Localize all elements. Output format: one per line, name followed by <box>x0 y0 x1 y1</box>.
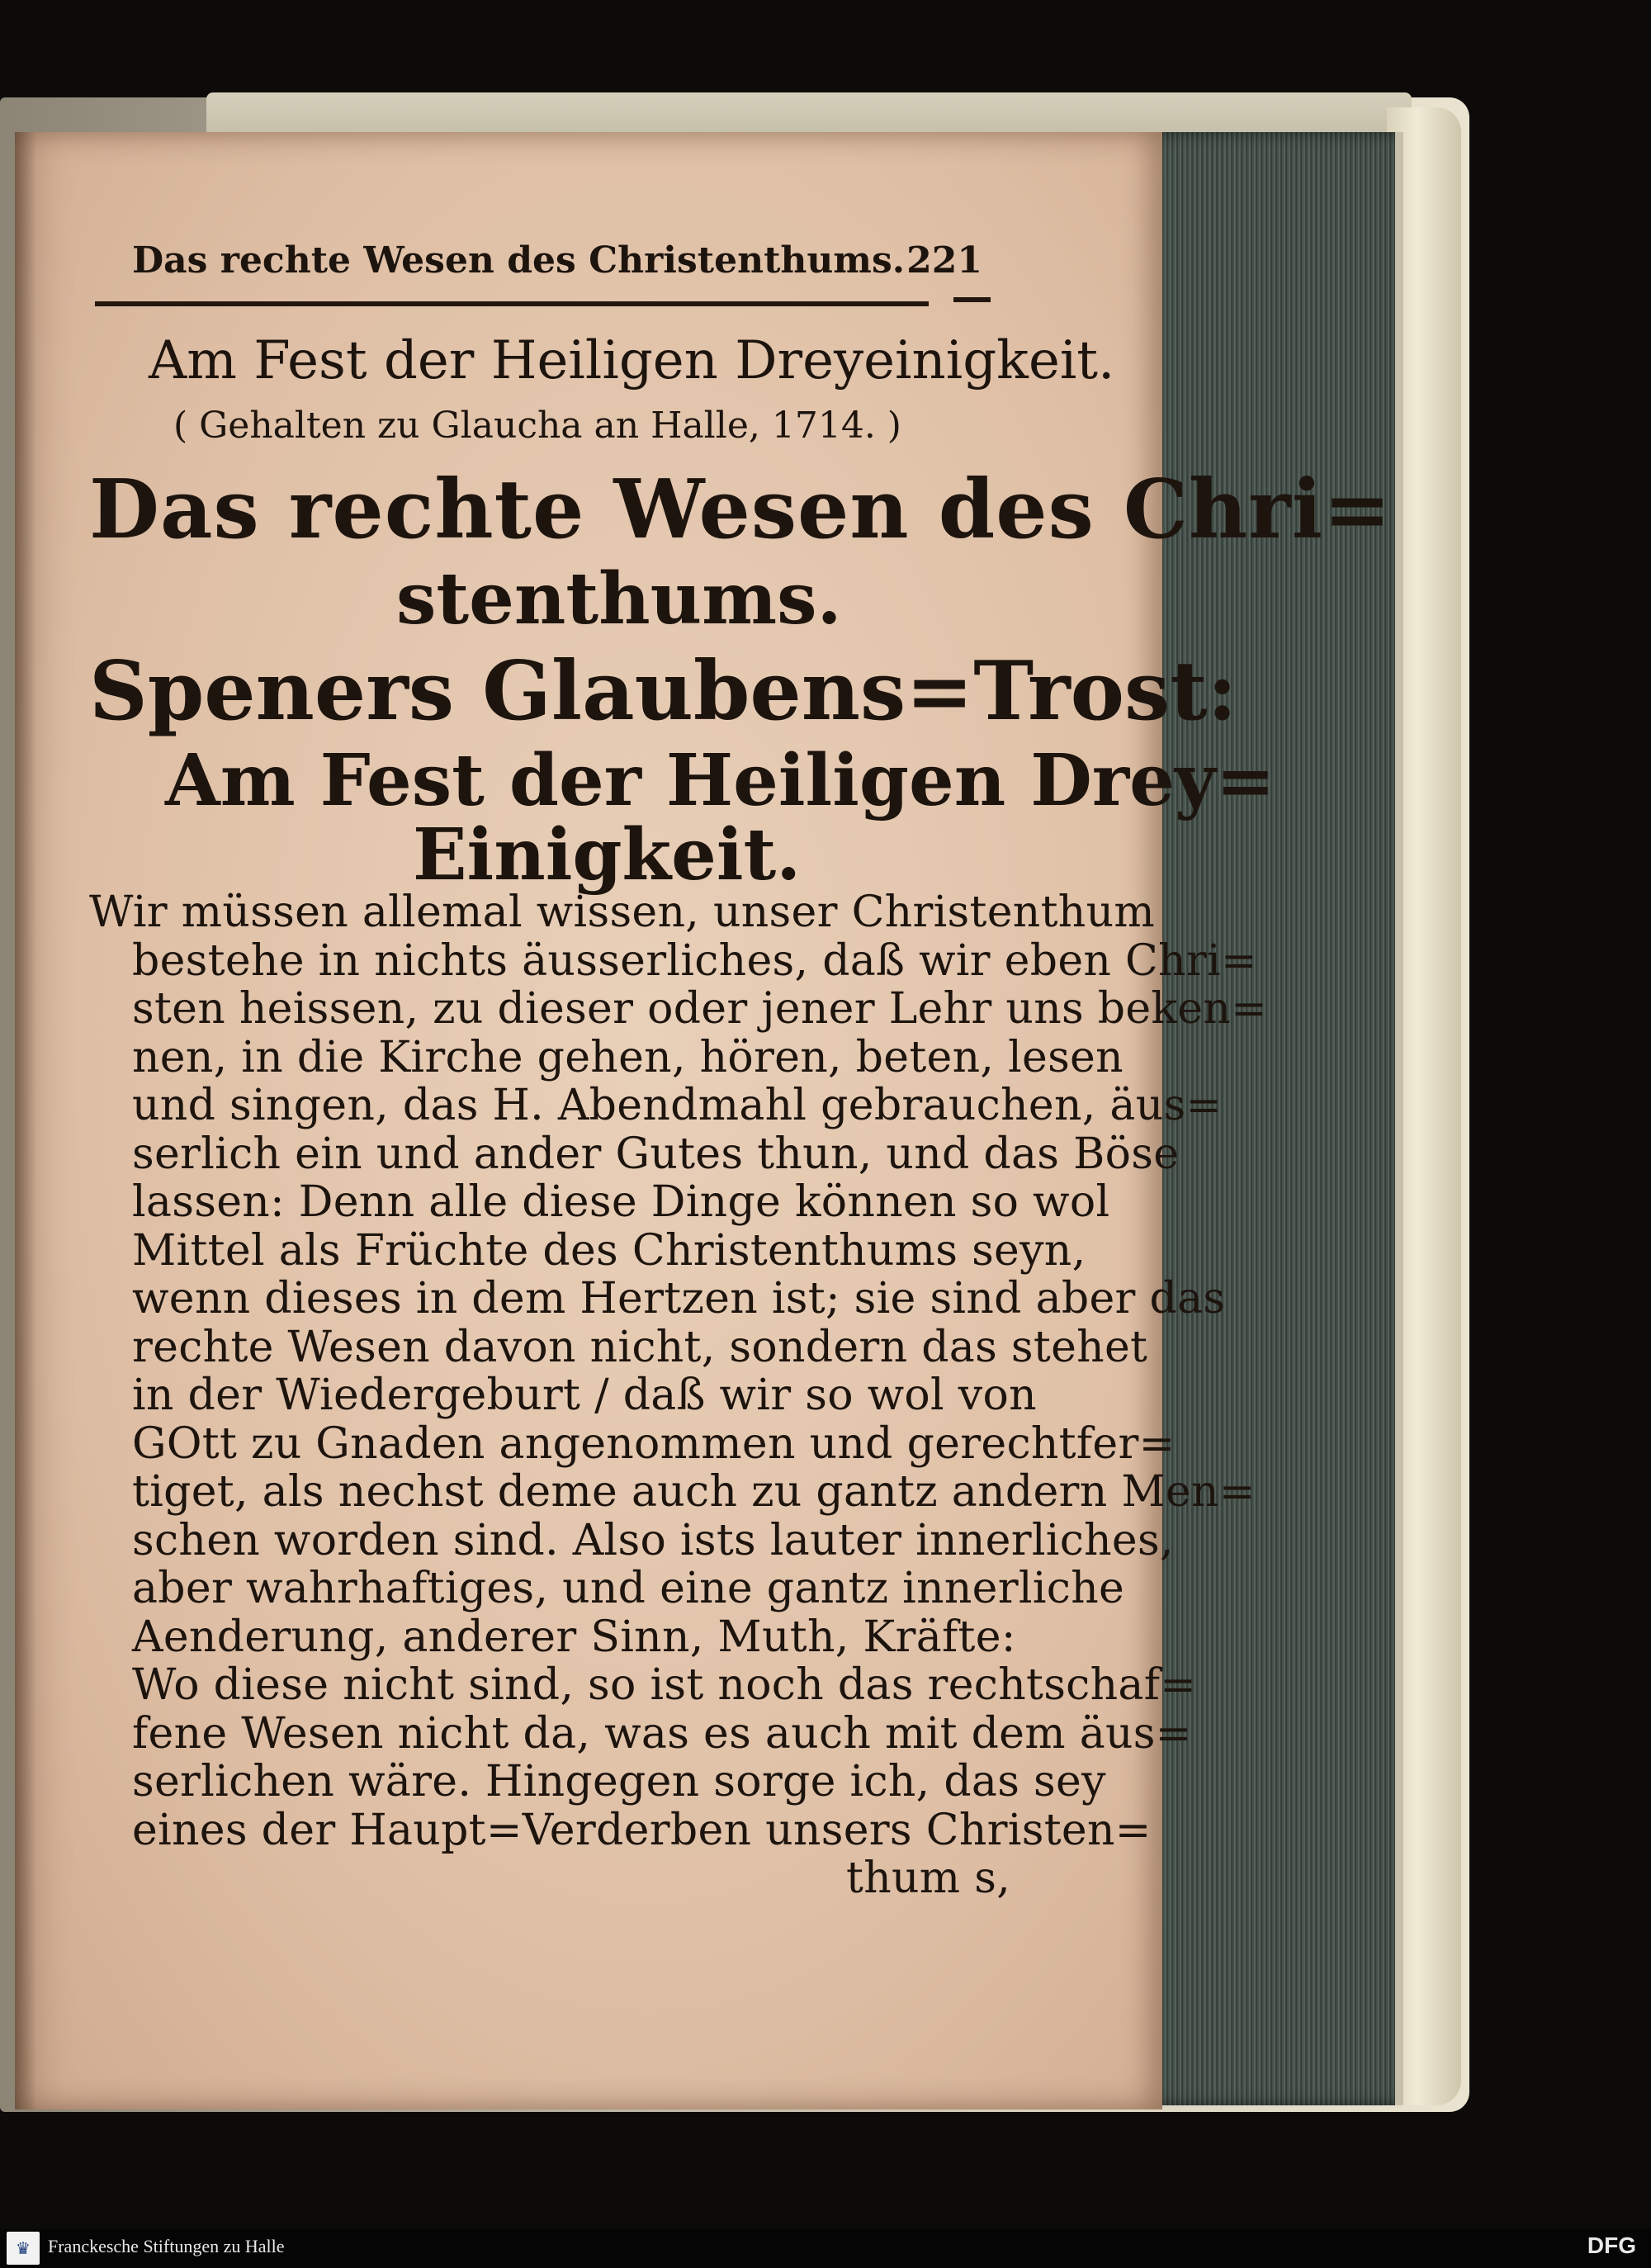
body-line: schen worden sind. Also ists lauter innerliches, <box>132 1515 1174 1565</box>
institution-caption: Franckesche Stiftungen zu Halle <box>48 2236 285 2256</box>
body-line: lassen: Denn alle diese Dinge können so wol <box>132 1177 1110 1227</box>
page-gutter-shadow <box>15 132 36 2109</box>
page-number: 221 <box>906 239 982 282</box>
body-line: bestehe in nichts äusserliches, daß wir eben Chri= <box>132 935 1257 986</box>
running-head <box>132 239 982 282</box>
place-date-line: ( Gehalten zu Glaucha an Halle, 1714. ) <box>173 405 901 447</box>
body-line: nen, in die Kirche gehen, hören, beten, lesen <box>132 1032 1124 1082</box>
body-line: in der Wiedergeburt / daß wir so wol von <box>132 1371 1037 1420</box>
body-line: fene Wesen nicht da, was es auch mit dem äus= <box>132 1708 1192 1759</box>
sermon-title-line-1: Das rechte Wesen des Chri= <box>89 462 1393 557</box>
body-line: Mittel als Früchte des Christenthums seyn, <box>132 1225 1086 1276</box>
feast-heading: Am Fest der Heiligen Dreyeinigkeit. <box>149 330 1115 391</box>
body-line: thum s, <box>846 1854 1011 1903</box>
header-rule <box>95 301 929 306</box>
body-line: GOtt zu Gnaden angenommen und gerechtfer= <box>132 1418 1176 1469</box>
body-line: eines der Haupt=Verderben unsers Christen= <box>132 1805 1152 1855</box>
body-line: wenn dieses in dem Hertzen ist; sie sind aber das <box>132 1274 1226 1323</box>
body-line: serlichen wäre. Hingegen sorge ich, das sey <box>132 1757 1106 1806</box>
body-line: rechte Wesen davon nicht, sondern das stehet <box>132 1322 1148 1372</box>
dfg-logo: DFG <box>1587 2232 1636 2258</box>
header-rule-tail <box>953 297 991 302</box>
subtitle-line-1: Speners Glaubens=Trost: <box>89 644 1237 739</box>
body-line: serlich ein und ander Gutes thun, und das Böse <box>132 1129 1180 1179</box>
subtitle-line-2: Am Fest der Heiligen Drey= <box>165 739 1275 822</box>
running-head-title: Das rechte Wesen des Christenthums. <box>132 239 906 282</box>
sermon-title-line-2: stenthums. <box>396 557 842 641</box>
body-line: tiget, als nechst deme auch zu gantz andern Men= <box>132 1467 1256 1517</box>
body-line: aber wahrhaftiges, und eine gantz innerliche <box>132 1564 1125 1613</box>
body-line: und singen, das H. Abendmahl gebrauchen, äus= <box>132 1081 1223 1130</box>
body-line: Wo diese nicht sind, so ist noch das rechtschaf= <box>132 1660 1197 1710</box>
subtitle-line-3: Einigkeit. <box>413 813 802 897</box>
franckesche-stiftungen-logo-icon: ♛ <box>7 2232 40 2265</box>
body-line: Aenderung, anderer Sinn, Muth, Kräfte: <box>132 1612 1016 1662</box>
body-line: sten heissen, zu dieser oder jener Lehr uns beken= <box>132 984 1267 1034</box>
body-line: Wir müssen allemal wissen, unser Christenthum <box>89 888 1155 937</box>
